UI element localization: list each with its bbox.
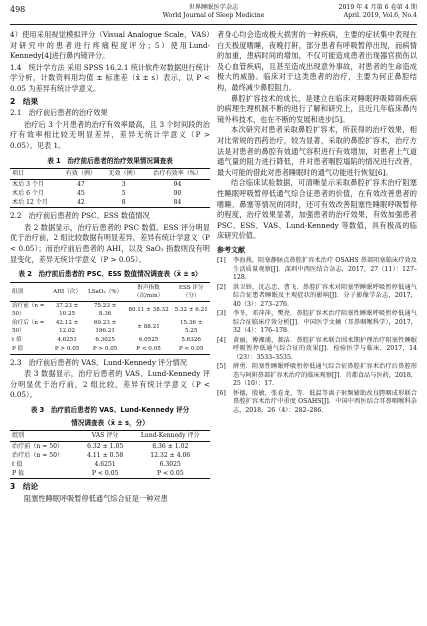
- table-cell: P < 0.05: [80, 469, 131, 479]
- reference-item: [217, 310, 417, 336]
- reference-number: [6]: [217, 389, 226, 397]
- table-header-cell: 鼾声指数（次/min）: [125, 282, 173, 301]
- issue-info-en: April. 2019, Vol.6, No.4: [343, 12, 417, 19]
- table-cell: 42: [60, 198, 103, 208]
- references-list: [217, 257, 417, 415]
- reference-item: [217, 257, 417, 283]
- table-cell: 75.23 ± 8.36: [93, 303, 117, 318]
- table-2-caption: 表 2 治疗前后患者的 PSC、ESS 数值情况调查表（x̄ ± s）: [18, 270, 202, 279]
- table-3-caption-line2: 情况调查表（x̄ ± s，分）: [71, 418, 149, 427]
- table-row: [10, 301, 210, 319]
- reference-item: [217, 284, 417, 310]
- table-cell: P < 0.05: [131, 469, 210, 479]
- table-cell: 6.32 ± 1.05: [87, 442, 124, 450]
- table-header-cell: 无效（例）: [102, 169, 145, 180]
- table-cell: 治疗前（n = 50）: [12, 303, 45, 318]
- table-header-cell: LSaO₂（%）: [86, 282, 125, 301]
- table-cell: 80.11 ± 38.32: [128, 307, 169, 314]
- reference-number: [4]: [217, 336, 226, 344]
- table-cell: 5.32 ± 6.21: [174, 307, 208, 314]
- heading-results: 2 结果: [10, 96, 39, 106]
- paragraph-2-1: 治疗后 3 个月患者的治疗有效率最高，且 3 个时间段的治疗有效率相比较无明显差异，差异无统计学意义（P > 0.05）。见表 1。: [10, 119, 210, 150]
- table-cell: 37.23 ± 10.25: [55, 303, 79, 318]
- table-cell: 4.6251: [94, 460, 116, 468]
- heading-2-1: 2.1 治疗前后患者的治疗效果: [10, 108, 108, 118]
- paragraph-2-3: 表 3 数据显示，治疗后患者的 VAS、Lund-Kennedy 评分明显优于治疗前，2 组比较，差异有统计学意义（P < 0.05）。: [10, 369, 210, 400]
- table-cell: 12.32 ± 4.06: [150, 451, 191, 459]
- table-3: [10, 430, 210, 479]
- reference-item: [217, 390, 417, 416]
- stats-text: 采用 SPSS 16.2.1 统计软件对数据进行统计学分析，计数资料用均值 ± 标准差（x̄ ± s）表示，以 P < 0.05 为差异有统计学意义。: [10, 62, 210, 93]
- reference-text: 洪卫娇，沈志忠，曹飞．鼻腔扩容术对阻塞型睡眠呼吸暂停低通气综合征患者睡眠及主观症状的影响[J]．分子影像学杂志，2017，40（3）：273–276.: [233, 283, 417, 308]
- reference-text: 李海燕，阻塞静脉点鼻腔扩容术治疗 OSAHS 鼻部阻塞临床疗效及生活质量观察[J]．深圳中西医结合杂志，2017，27（11）：127–128.: [233, 257, 417, 282]
- journal-title-cn: 世界睡眠医学杂志: [188, 4, 239, 11]
- table-cell: 术后 3 个月: [12, 180, 45, 188]
- table-header-cell: AHI（次）: [49, 282, 86, 301]
- right-column: [217, 30, 417, 416]
- table-cell: t 值: [12, 337, 22, 344]
- table-cell: P 值: [10, 469, 80, 479]
- table-cell: 69.23 ± 196.21: [93, 320, 117, 335]
- table-cell: 8: [102, 198, 145, 208]
- table-header-cell: 治疗有效率（%）: [145, 169, 210, 180]
- table-row: [10, 189, 210, 198]
- page-number: 498: [10, 5, 26, 14]
- table-header-cell: 项目: [10, 169, 60, 180]
- table-header-cell: 有效（例）: [60, 169, 103, 180]
- table-cell: 6.3025: [95, 337, 115, 344]
- table-1: [10, 168, 210, 208]
- reference-item: [217, 363, 417, 389]
- reference-text: 薛勇．阻塞性睡眠呼吸暂停低通气综合征鼻腔扩容术治疗后鼻腔形态与阿鼾鼻部扩容术治疗的临床观察[J]．首都食品与医药，2018，25（10）：17.: [233, 363, 417, 388]
- table-row: [10, 469, 210, 479]
- table-cell: P < 0.05: [125, 345, 173, 355]
- paragraph-study: 本次研究对患者采取鼻腔扩容术，所获得的治疗效果，相对比常规的西药治疗，较为显著，采取的鼻腔扩容术，治疗方法是对患者的鼻腔有效通气容积进行有效增加，对患者上气道通气量的阻力进行降低，并对患者咽腔塌陷的情况进行改善，最大可能的借此对患者睡眠时的通气功能进行恢复[6]。: [217, 125, 417, 177]
- heading-1-4: 1.4 统计学方法: [10, 62, 65, 72]
- heading-conclusion: 3 结论: [10, 482, 39, 492]
- table-2: [10, 282, 210, 355]
- table-cell: 治疗后（n = 50）: [12, 320, 45, 335]
- issue-info: [339, 4, 417, 20]
- paragraph-vas: 4）使用采用视觉模拟评分（Visual Analogue Scale，VAS）对研究中的患者进行疼痛程度评分；5）使用Lund-Kennedy[4]进行鼻内镜评分。: [10, 30, 210, 61]
- table-cell: 治疗后（n = 50）: [12, 451, 64, 459]
- table-2-header-row: [10, 282, 210, 301]
- paragraph-conclusion-cont: 者身心均会造成极大损害的一种疾病，主要的症状集中表现在白天极度嗜睡，夜晚打鼾，部分患者有呼吸暂停出现，而病情的加重，患病时间的增加，不仅可能造成患者出现器官损伤以及心血管疾病，且甚至造成出现意外事故，对患者的生命造成极大的威胁。临床对于这类患者的治疗，主要为何正鼻腔结构，最终减少鼻腔阻力。: [217, 30, 417, 92]
- table-cell: 5: [121, 189, 126, 197]
- header-rule: [10, 24, 417, 25]
- table-cell: 治疗前（n = 50）: [12, 442, 64, 450]
- journal-title-en: World Journal of Sleep Medicine: [162, 12, 265, 19]
- table-row: [10, 345, 210, 355]
- table-row: [10, 442, 210, 452]
- issue-info-cn: 2019 年 4 月第 6 卷第 4 期: [338, 4, 417, 11]
- table-cell: t 值: [12, 460, 23, 468]
- reference-text: 黄丽，傅湘浦，郝洁．鼻腔扩容术联合围术期护理治疗阻塞性睡眠呼吸暂停低通气综合征的效果[J]．检验医学与临床，2017，14（23）：3533–3535.: [233, 336, 417, 361]
- table-cell: P 值: [10, 345, 49, 355]
- table-header-cell: Lund-Kennedy 评分: [131, 431, 210, 442]
- table-row: [10, 460, 210, 469]
- reference-text: 李冬，邓萍萍，樊亮．鼻腔扩容术治疗阻塞性睡眠呼吸暂停低通气综合征临床疗效分析[J]．中国医学文摘（耳鼻咽喉科学），2017，32（4）：176–178.: [233, 310, 417, 335]
- table-3-caption: 表 3 治疗前后患者的 VAS、Lund-Kennedy 评分: [30, 406, 190, 415]
- paragraph-technique: 鼻腔扩容技术的成长，是建立在临床对睡眠呼吸障碍疾病的病理生理机制不断的进行了解和研究上，且近几年临床鼻内镜外科技术，也在不断的发展和进步[5]。: [217, 93, 417, 124]
- table-header-cell: ESS 评分（分）: [172, 282, 210, 301]
- table-cell: 6.0525: [138, 337, 159, 344]
- table-row: [10, 180, 210, 190]
- table-cell: 42.12 ± 12.02: [55, 320, 79, 335]
- table-cell: 15.36 ± 5.25: [179, 320, 203, 335]
- table-cell: P > 0.05: [49, 345, 86, 355]
- reference-item: [217, 337, 417, 363]
- page-header: [10, 4, 417, 26]
- heading-2-2: 2.2 治疗前后患者的 PSC、ESS 数值情况: [10, 211, 150, 221]
- table-cell: 94: [173, 180, 182, 188]
- table-1-caption: 表 1 治疗前后患者的治疗效果情况调查表: [47, 156, 173, 165]
- reference-number: [3]: [217, 310, 226, 318]
- table-header-cell: 组别: [10, 282, 49, 301]
- table-row: [10, 451, 210, 460]
- paragraph-clinical-value: 结合临床试验数据，可清晰显示采取鼻腔扩容术治疗阻塞性睡眠呼吸暂停低通气综合征患者的价值，在有效改善患者的嗜睡、鼻塞等情况的同时，还可有效改善阻塞性睡眠呼吸暂停的程度，治疗效果显著，加强患者的治疗效果，有效加强患者 PSC、ESS、VAS、Lund-Kennedy 等数值，具有极高的临床研究价值。: [217, 178, 417, 241]
- left-column: [10, 30, 210, 504]
- table-cell: 45: [77, 189, 85, 197]
- table-cell: 术后 12 个月: [10, 198, 60, 208]
- table-row: [10, 336, 210, 345]
- table-cell: 84: [145, 198, 210, 208]
- table-3-header-row: [10, 431, 210, 442]
- reference-text: 怀德，殷敏，张卷龙，等．低温等离子射频辅助改良腭咽成形联合鼻腔扩容术治疗中重度 OSAHS[J]．中国中西医结合耳鼻咽喉科杂志，2018，26（4）：282–286.: [233, 389, 417, 414]
- heading-2-3: 2.3 治疗前后患者的 VAS、Lund-Kennedy 评分情况: [10, 357, 187, 367]
- table-cell: 8.36 ± 1.02: [152, 442, 189, 450]
- table-cell: 47: [77, 180, 85, 188]
- stats-paragraph: [10, 63, 210, 95]
- table-row: [10, 319, 210, 336]
- table-cell: 4.11 ± 0.58: [87, 451, 124, 459]
- reference-number: [1]: [217, 257, 226, 265]
- table-1-header-row: [10, 169, 210, 180]
- references-heading: 参考文献: [217, 245, 245, 254]
- table-cell: ± 88.21: [137, 324, 160, 331]
- table-cell: 90: [173, 189, 182, 197]
- table-row: [10, 198, 210, 208]
- paragraph-2-2: 表 2 数据显示，治疗后患者的 PSC 数值、ESS 评分明显优于治疗前，2 组比较数据有明显差异，差异有统计学意义（P < 0.05）；而治疗前后患者的 AHI，以及 SaO₂ 指数则没有明显变化，差异无统计学意义（P > 0.05）。: [10, 222, 210, 264]
- table-cell: 5.6326: [181, 337, 201, 344]
- reference-number: [5]: [217, 363, 226, 371]
- table-cell: 3: [121, 180, 126, 188]
- reference-number: [2]: [217, 283, 226, 291]
- table-header-cell: VAS 评分: [80, 431, 131, 442]
- table-cell: P > 0.05: [86, 345, 125, 355]
- table-cell: 4.6251: [57, 337, 77, 344]
- table-cell: P < 0.05: [172, 345, 210, 355]
- paragraph-conclusion-start: 阻塞性睡眠呼吸暂停低通气综合征是一种对患: [24, 493, 168, 503]
- table-cell: 6.3025: [159, 460, 181, 468]
- table-cell: 术后 6 个月: [12, 189, 45, 197]
- table-header-cell: 组别: [10, 431, 80, 442]
